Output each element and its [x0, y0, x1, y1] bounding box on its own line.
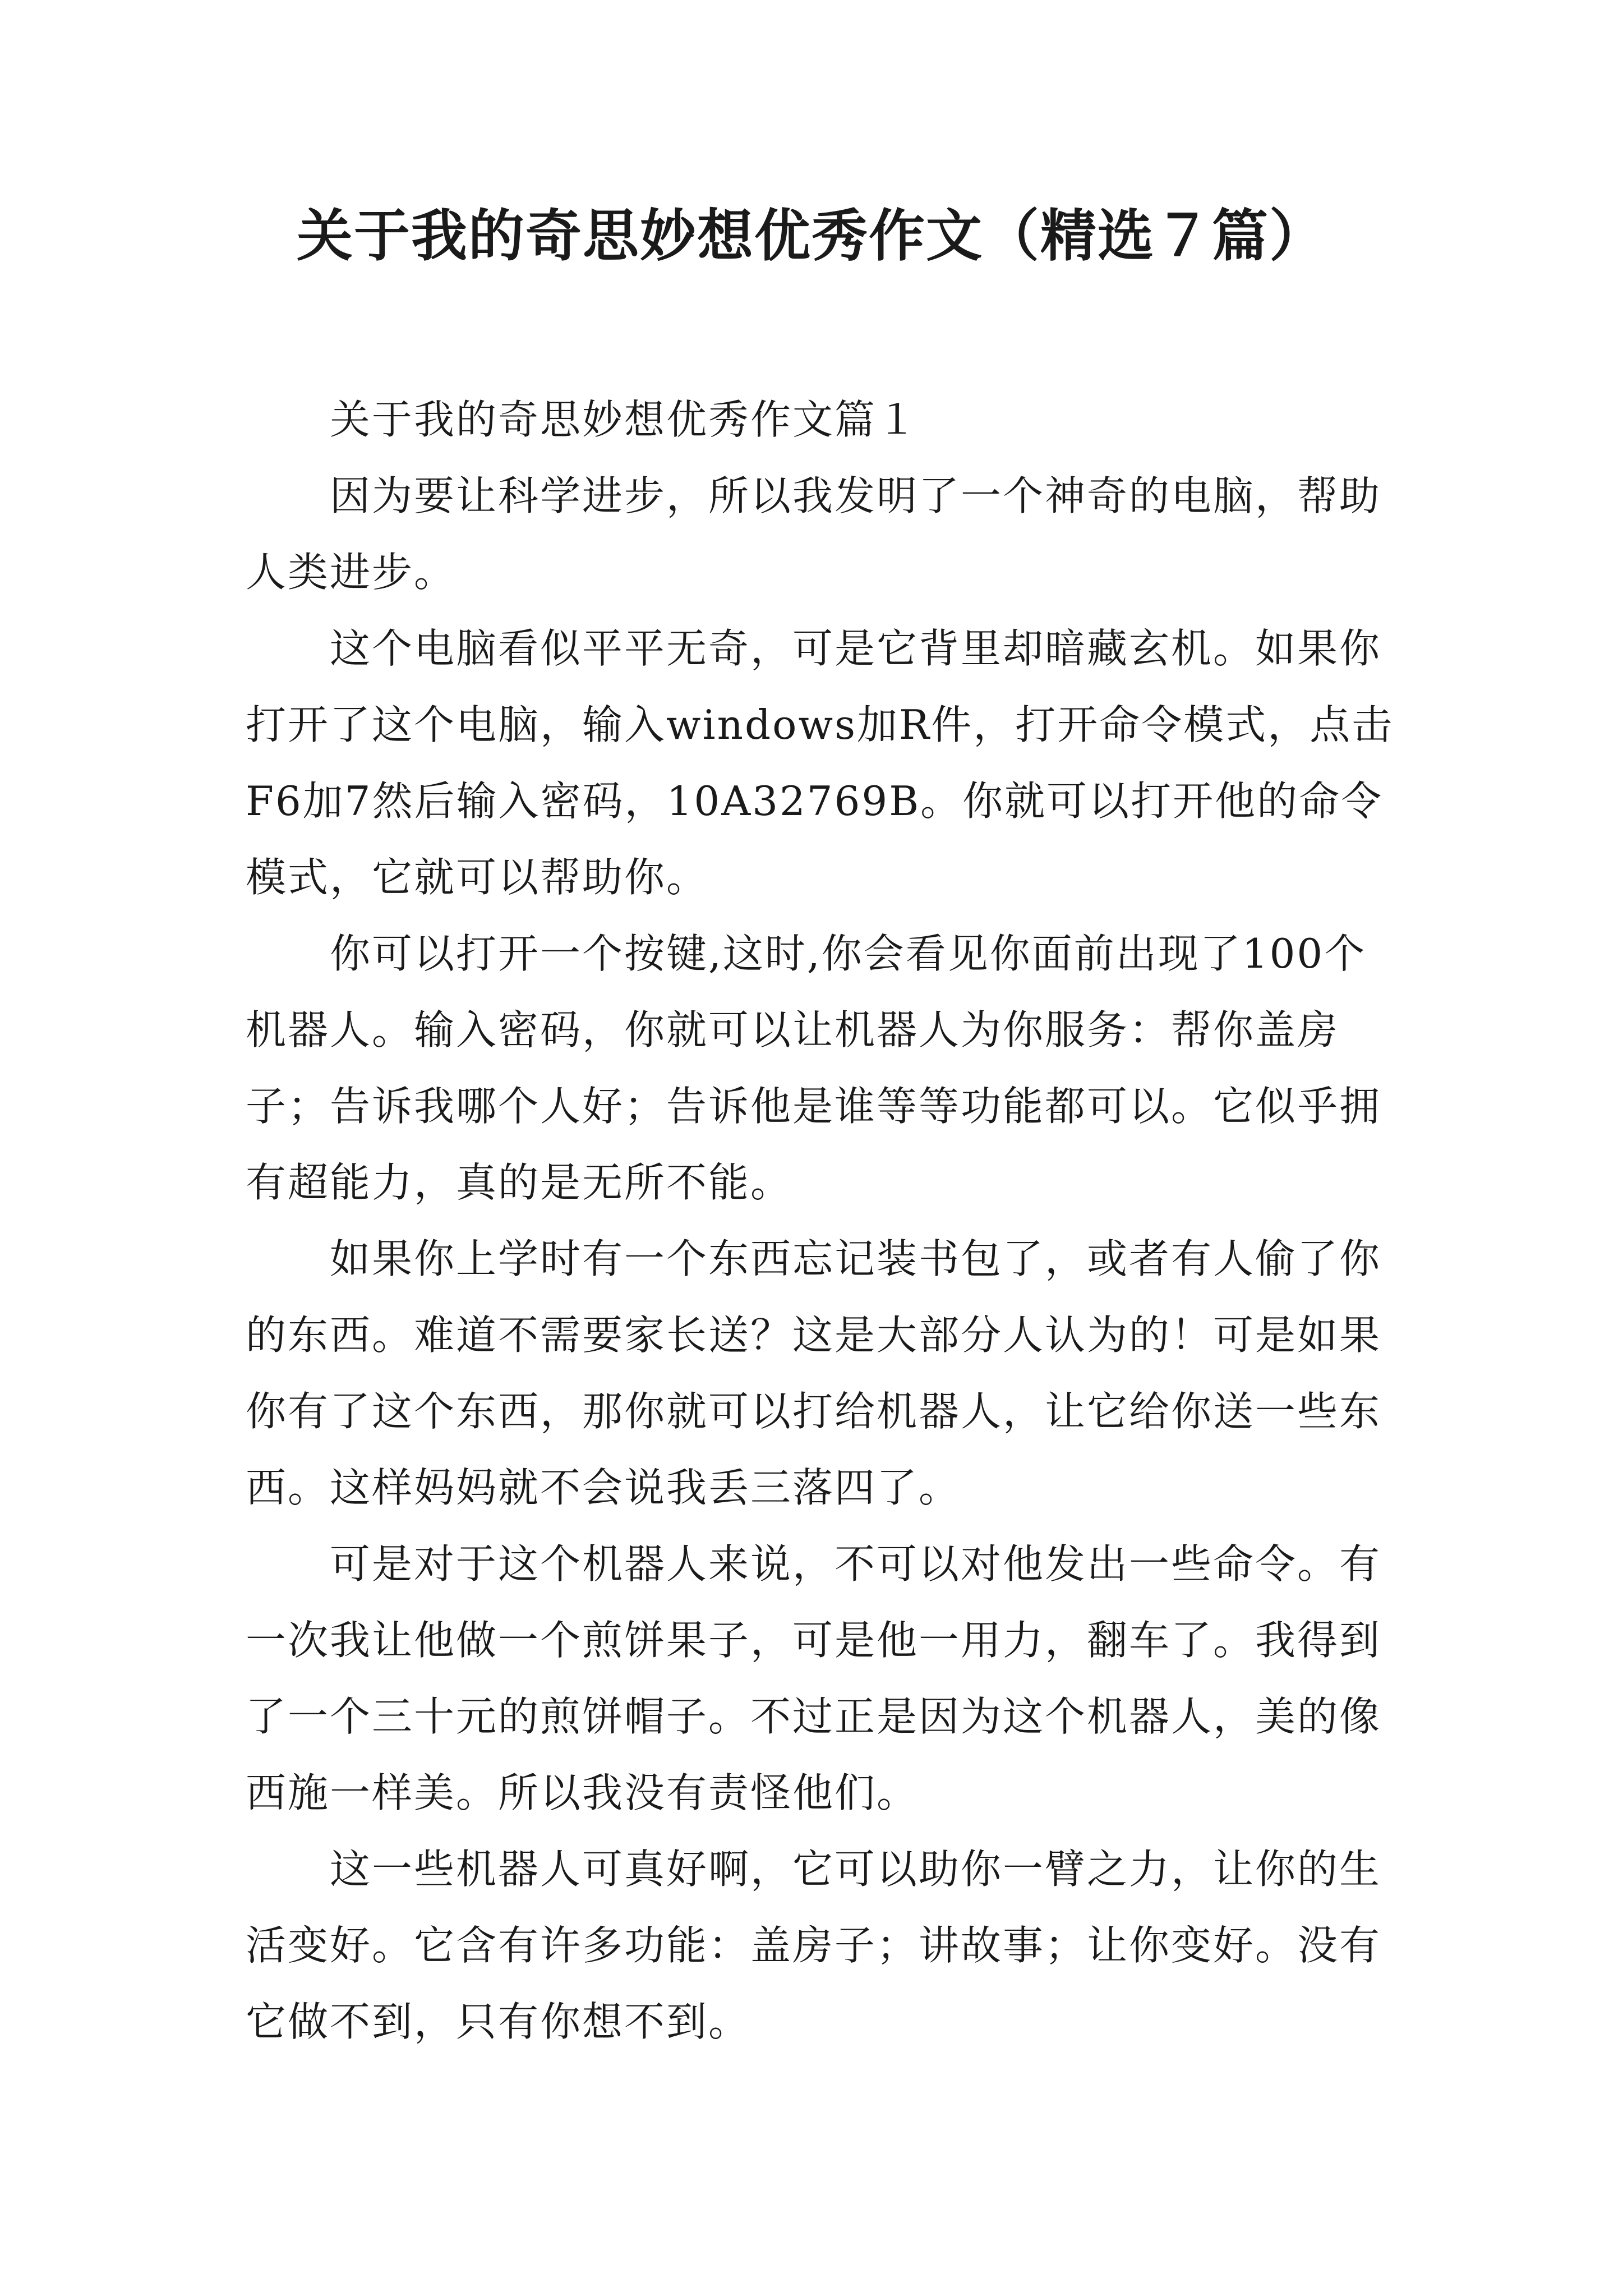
paragraph-1: 因为要让科学进步，所以我发明了一个神奇的电脑，帮助人类进步。 [246, 472, 1382, 596]
paragraph-2: 这个电脑看似平平无奇，可是它背里却暗藏玄机。如果你打开了这个电脑，输入windows加R件，打开命令模式，点击F6加7然后输入密码，10A32769B。你就可以打开他的命令模式，它就可以帮助你。 [246, 625, 1394, 901]
section-heading: 关于我的奇思妙想优秀作文篇１ [330, 396, 919, 443]
document-body [246, 381, 1395, 2060]
paragraph-6: 这一些机器人可真好啊，它可以助你一臂之力，让你的生活变好。它含有许多功能：盖房子；讲故事；让你变好。没有它做不到，只有你想不到。 [246, 1846, 1382, 2045]
paragraph-4: 如果你上学时有一个东西忘记装书包了，或者有人偷了你的东西。难道不需要家长送？这是大部分人认为的！可是如果你有了这个东西，那你就可以打给机器人，让它给你送一些东西。这样妈妈就不会说我丢三落四了。 [246, 1235, 1382, 1511]
paragraph-3: 你可以打开一个按键,这时,你会看见你面前出现了100个机器人。输入密码，你就可以让机器人为你服务：帮你盖房子；告诉我哪个人好；告诉他是谁等等功能都可以。它似乎拥有超能力，真的是无所不能。 [246, 930, 1382, 1206]
document-title: 关于我的奇思妙想优秀作文（精选７篇） [297, 203, 1326, 269]
paragraph-5: 可是对于这个机器人来说，不可以对他发出一些命令。有一次我让他做一个煎饼果子，可是他一用力，翻车了。我得到了一个三十元的煎饼帽子。不过正是因为这个机器人，美的像西施一样美。所以我没有责怪他们。 [246, 1540, 1382, 1816]
